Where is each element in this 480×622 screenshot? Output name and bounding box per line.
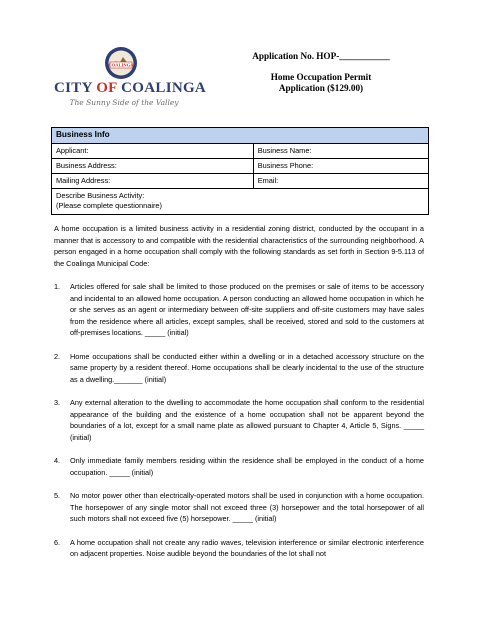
city-of: OF xyxy=(96,80,118,96)
item-text: No motor power other than electrically-operated motors shall be used in conjunction with a home occupation. The horsepower of any single motor shall not exceed three (3) horsepower and the total horsepower of all such motors shall not exceed five (5) horsepower. _____ (initial) xyxy=(70,491,424,523)
city-seal-icon xyxy=(104,46,138,80)
application-header xyxy=(246,51,396,94)
permit-fee: Application ($129.00) xyxy=(278,83,364,93)
document-body xyxy=(54,223,424,572)
questionnaire-note: (Please complete questionnaire) xyxy=(56,201,162,210)
business-info-table xyxy=(51,127,429,215)
email-field[interactable]: Email: xyxy=(253,174,428,189)
item-number: 3. xyxy=(54,398,61,407)
standard-item xyxy=(54,351,424,386)
item-number: 1. xyxy=(54,282,61,291)
item-text: Articles offered for sale shall be limited to those produced on the premises or sale of items to be accessory and incidental to an allowed home occupation. A person conducting an allowed home occupation in which he or she serves as an agent or intermediary between off-site suppliers and off-site customers may have sales from the residence where all articles, except samples, shall be received, stored and sold to the customers at off-premises locations. _____ (initial) xyxy=(70,282,424,337)
business-info-heading: Business Info xyxy=(52,128,429,144)
intro-paragraph: A home occupation is a limited business activity in a residential zoning district, conducted by the occupant in a manner that is accessory to and compatible with the residential characteristics of the surrounding neighborhood. A person engaged in a home occupation shall comply with the following standards as set forth in Section 9-5.113 of the Coalinga Municipal Code: xyxy=(54,224,424,268)
standard-item xyxy=(54,537,424,560)
item-text: Only immediate family members residing within the residence shall be employed in the conduct of a home occupation. _____ (initial) xyxy=(70,456,424,477)
standard-item xyxy=(54,455,424,478)
applicant-field[interactable]: Applicant: xyxy=(52,144,254,159)
city-name xyxy=(54,80,207,97)
city-tagline: The Sunny Side of the Valley xyxy=(69,98,179,107)
item-number: 5. xyxy=(54,491,61,500)
item-number: 2. xyxy=(54,351,61,361)
standard-item xyxy=(54,397,424,443)
item-text: Any external alteration to the dwelling to accommodate the home occupation shall conform to the residential appearance of the building and the existence of a home occupation shall not be apparent beyond the boundaries of a lot, except for a small name plate as allowed pursuant to Chapter 4, Article 5, Signs. _____ (initial) xyxy=(70,398,424,442)
business-name-field[interactable]: Business Name: xyxy=(253,144,428,159)
item-number: 4. xyxy=(54,456,61,465)
seal-text: COALINGA xyxy=(108,62,134,68)
city-place: COALINGA xyxy=(121,80,207,96)
item-number: 6. xyxy=(54,537,61,547)
standard-item xyxy=(54,281,424,339)
permit-title: Home Occupation Permit xyxy=(270,72,372,82)
item-text: A home occupation shall not create any radio waves, television interference or similar electronic interference on adjacent properties. Noise audible beyond the boundaries of the lot shall not xyxy=(70,537,424,558)
business-activity-label: Describe Business Activity: xyxy=(56,191,145,200)
standard-item xyxy=(54,490,424,525)
business-activity-field[interactable] xyxy=(52,189,429,215)
city-logo xyxy=(54,46,207,112)
business-address-field[interactable]: Business Address: xyxy=(52,159,254,174)
city-word: CITY xyxy=(54,80,93,96)
business-phone-field[interactable]: Business Phone: xyxy=(253,159,428,174)
application-number: Application No. HOP-___________ xyxy=(252,51,390,61)
mailing-address-field[interactable]: Mailing Address: xyxy=(52,174,254,189)
item-text: Home occupations shall be conducted either within a dwelling or in a detached accessory structure on the same property by a resident thereof. Home occupations shall be clearly incidental to the use of the structure as a dwelling._______ (initial) xyxy=(70,351,424,384)
